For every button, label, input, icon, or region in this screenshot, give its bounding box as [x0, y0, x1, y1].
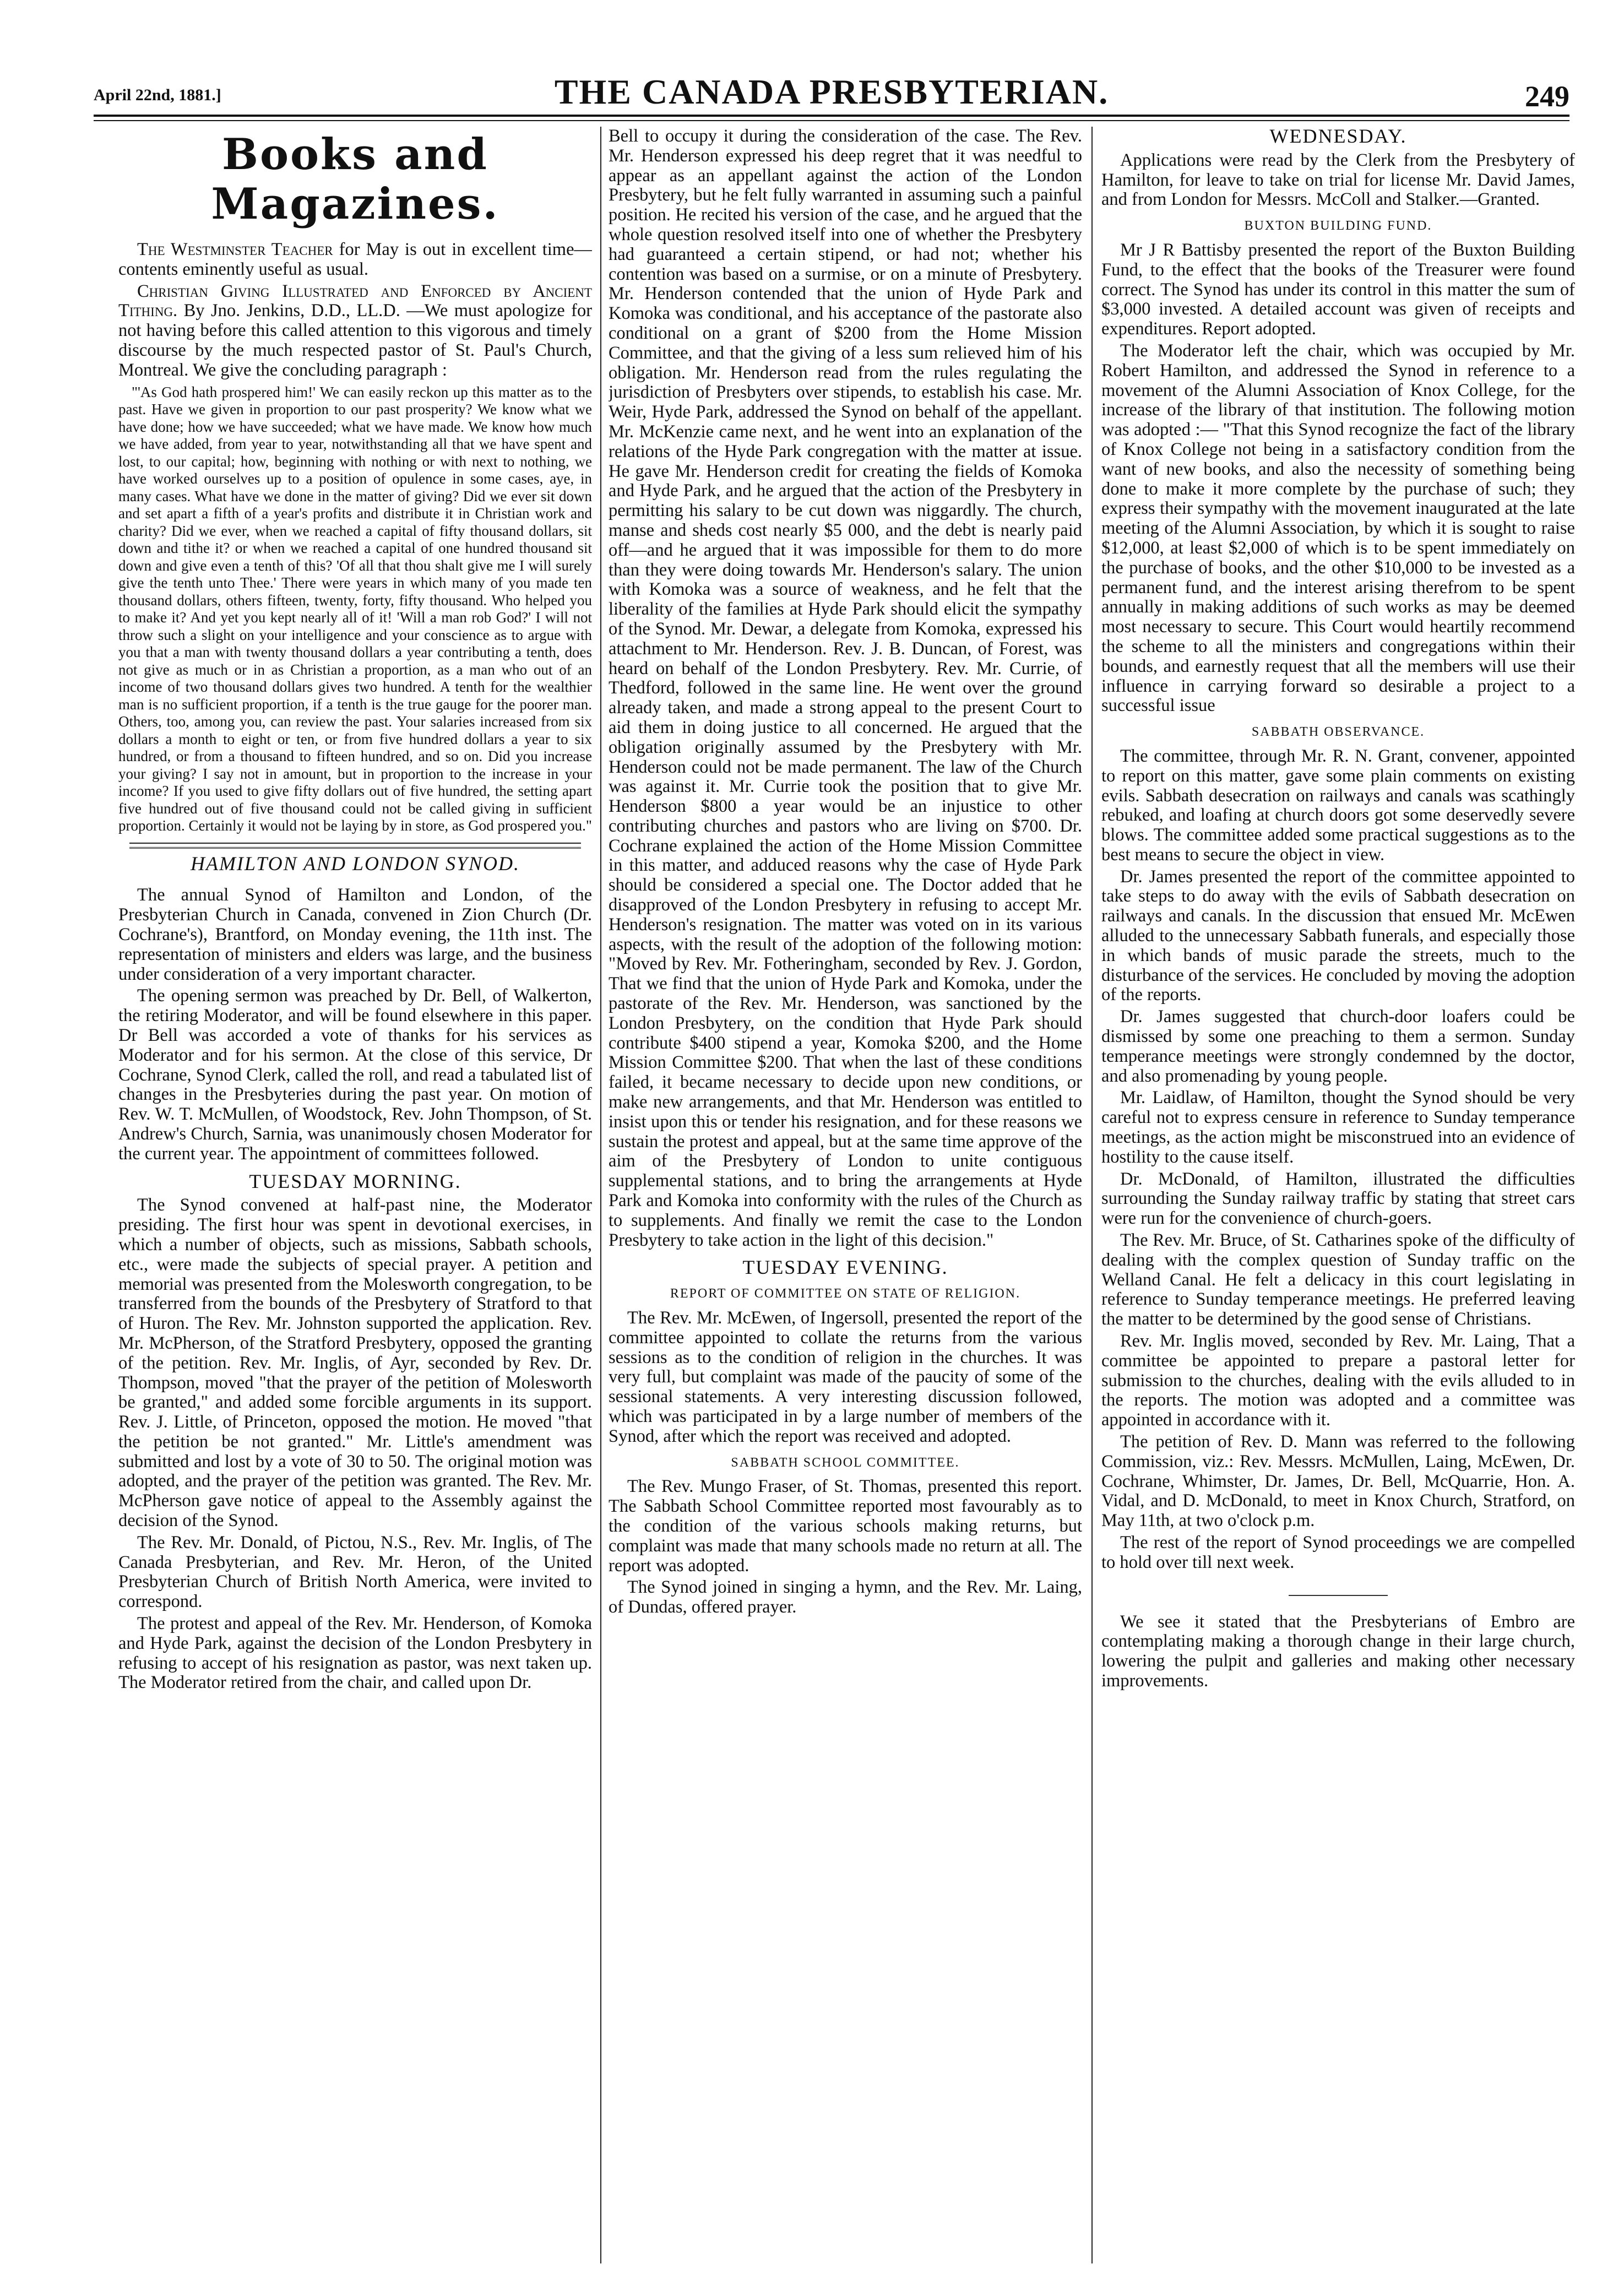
paragraph: The committee, through Mr. R. N. Grant, convener, appointed to report on this matter, gave some plain comments on existing evils. Sabbath desecration on railways and canals was scathingly rebuked, and loafing at church doors got some deservedly severe blows. The committee added some practical suggestions as to the best means to secure the object in view.	[1101, 746, 1575, 865]
paragraph: The protest and appeal of the Rev. Mr. Henderson, of Komoka and Hyde Park, against the decision of the London Presbytery in refusing to accept of his resignation as pastor, was next taken up. The Moderator retired from the chair, and called upon Dr.	[118, 1614, 592, 1693]
book-title: Christian Giving Illustrated and Enforced by Ancient Tithing.	[118, 281, 592, 321]
divider	[129, 843, 581, 844]
issue-date: April 22nd, 1881.]	[94, 86, 221, 104]
paragraph: The Rev. Mr. Donald, of Pictou, N.S., Rev. Mr. Inglis, of The Canada Presbyterian, and Rev. Mr. Heron, of the United Presbyterian Church of British North America, were invited to correspond.	[118, 1532, 592, 1612]
column-rule	[600, 127, 601, 2263]
page-number: 249	[1525, 80, 1569, 113]
subheading: WEDNESDAY.	[1269, 127, 1407, 147]
paragraph-text: By Jno. Jenkins, D.D., LL.D. —We must apologize for not having before this called attention to this vigorous and timely discourse by the much respected pastor of St. Paul's Church, Montreal. We give the concluding paragraph :	[118, 301, 592, 380]
paragraph: The annual Synod of Hamilton and London, of the Presbyterian Church in Canada, convened in Zion Church (Dr. Cochrane's), Brantford, on Monday evening, the 11th inst. The representation of ministers and elders was large, and the business under consideration of a very important character.	[118, 885, 592, 984]
column-right	[1101, 127, 1575, 2274]
paragraph	[118, 282, 592, 381]
paragraph: The Moderator left the chair, which was occupied by Mr. Robert Hamilton, and addressed the Synod in reference to a movement of the Alumni Association of Knox College, for the increase of the library of that institution. The following motion was adopted :— "That this Synod recognize the fact of the library of Knox College not being in a satisfactory condition from the want of new books, and also the necessity of something being done to make it more complete by the purchase of such; they express their sympathy with the movement inaugurated at the late meeting of the Alumni Association, by which it is sought to raise $12,000, at least $2,000 of which is to be spent immediately on the purchase of books, and the other $10,000 to be invested as a permanent fund, and the interest arising therefrom to be spent annually in making additions of such works as may be deemed most necessary to secure. This Court would heartily recommend the scheme to all the ministers and congregations within their bounds, and earnestly request that all the members will use their influence in carrying forward so desirable a project to a successful issue	[1101, 340, 1575, 716]
section-title: Books and Magazines.	[211, 129, 499, 229]
page-header	[94, 66, 1569, 121]
paragraph: Bell to occupy it during the consideration of the case. The Rev. Mr. Henderson expressed his deep regret that it was needful to appear as an appellant against the action of the London Presbytery, but he felt fully warranted in assuming such a painful position. He recited his version of the case, and he argued that the whole question resolved itself into one of whether the Presbytery had guaranteed a certain stipend, or had not; whether his contention was based on a surmise, or on a minute of Presbytery. Mr. Henderson contended that the union of Hyde Park and Komoka was conditional, and his acceptance of the pastorate also conditional on a grant of $200 from the Home Mission Committee, and that the giving of a less sum relieved him of his obligation. Mr. Henderson read from the rules regulating the jurisdiction of Presbyters over stipends, to establish his case. Mr. Weir, Hyde Park, addressed the Synod on behalf of the appellant. Mr. McKenzie came next, and he went into an explanation of the relations of the Hyde Park congregation with the matter at issue. He gave Mr. Henderson credit for creating the fields of Komoka and Hyde Park, and he argued that the action of the Presbytery in permitting his salary to be cut down was niggardly. The church, manse and sheds cost nearly $5 000, and the debt is nearly paid off—and he argued that it was impossible for them to do more than they were doing towards Mr. Henderson's salary. The union with Komoka was a source of weakness, and he felt that the liberality of the families at Hyde Park should elicit the sympathy of the Synod. Mr. Dewar, a delegate from Komoka, expressed his attachment to Mr. Henderson. Rev. J. B. Duncan, of Forest, was heard on behalf of the London Presbytery. Rev. Mr. Currie, of Thedford, followed in the same line. He went over the ground already taken, and made a strong appeal to the present Court to aid them in doing justice to all concerned. He argued that the obligation originally assumed by the Presbytery with Mr. Henderson could not be made permanent. The law of the Church was against it. Mr. Currie took the position that to give Mr. Henderson $800 a year would be an injustice to other contributing churches and pastors who are living on $700. Dr. Cochrane explained the action of the Home Mission Committee in this matter, and adduced reasons why the case of Hyde Park should be considered a special one. The Doctor added that he disapproved of the London Presbytery in refusing to accept Mr. Henderson's resignation. The matter was voted on in its various aspects, with the result of the adoption of the following motion: "Moved by Rev. Mr. Fotheringham, seconded by Rev. J. Gordon, That we find that the union of Hyde Park and Komoka, under the pastorate of the Rev. Mr. Henderson, was sanctioned by the London Presbytery, on the condition that Hyde Park should contribute $400 stipend a year, Komoka $200, and the Home Mission Committee $200. That when the last of these conditions failed, it became necessary to decide upon new conditions, or make new arrangements, and that Mr. Henderson was entitled to insist upon this or tender his resignation, and for these reasons we sustain the protest and appeal, but at the same time approve of the aim of the Presbytery of London to unite contiguous supplemental stations, and to bring the arrangements at Hyde Park and Komoka into conformity with the rules of the Church as to supplements. And finally we remit the case to the London Presbytery to take action in the light of this decision."	[609, 127, 1082, 1250]
subheading: TUESDAY EVENING.	[742, 1256, 948, 1279]
quoted-passage	[118, 384, 592, 835]
paragraph: Applications were read by the Clerk from the Presbytery of Hamilton, for leave to take on trial for license Mr. David James, and from London for Messrs. McColl and Stalker.—Granted.	[1101, 150, 1575, 210]
paragraph: The Rev. Mr. Bruce, of St. Catharines spoke of the difficulty of dealing with the complex question of Sunday traffic on the Welland Canal. He felt a delicacy in this court legislating in reference to Sunday temperance meetings. He preferred leaving the matter to be determined by the good sense of Christians.	[1101, 1230, 1575, 1329]
minor-heading: REPORT OF COMMITTEE ON STATE OF RELIGION.	[670, 1286, 1021, 1301]
paragraph: Dr. McDonald, of Hamilton, illustrated the difficulties surrounding the Sunday railway traffic by stating that street cars were run for the convenience of church-goers.	[1101, 1169, 1575, 1229]
paragraph	[118, 240, 592, 280]
quote-text: "'As God hath prospered him!' We can easily reckon up this matter as to the past. Have we given in proportion to our past prosperity? We know what we have done; how we have succeeded; what we have made. We know how much we have added, from year to year, notwithstanding all that we have spent and lost, to our capital; how, beginning with nothing or with next to nothing, we have worked ourselves up to a position of opulence in some cases, aye, in many cases. What have we done in the matter of giving? Did we ever sit down and set apart a fifth of a year's profits and distribute it in Christian work and charity? Did we ever, when we reached a capital of fifty thousand dollars, sit down and tithe it? or when we reached a capital of one hundred thousand sit down and give even a tenth of this? 'Of all that thou shalt give me I will surely give the tenth unto Thee.' There were years in which many of you made ten thousand dollars, others fifteen, twenty, forty, fifty thousand. Who helped you to make it? And yet you kept nearly all of it! 'Will a man rob God?' I will not throw such a slight on your intelligence and your conscience as to argue with you that a man with twenty thousand dollars a year contributing a tenth, does not give as much or in as Christian a proportion, as a man who out of an income of two thousand dollars gives two hundred. A tenth for the wealthier man is no sufficient proportion, if a tenth is the true gauge for the poorer man. Others, too, among you, can review the past. Your salaries increased from six dollars a month to eight or ten, or from five hundred dollars a year to six hundred, or from a thousand to fifteen hundred, and so on. Did you increase your giving? I say not in amount, but in proportion to the increase in your income? If you used to give fifty dollars out of five hundred, the setting apart five hundred out of five thousand could not be called giving in sufficient proportion. Certainly it would not be laying by in store, as God prospered you."	[118, 383, 592, 834]
minor-heading: SABBATH OBSERVANCE.	[1251, 725, 1425, 740]
paragraph-text: for May is out in excellent time—contents eminently useful as usual.	[118, 240, 592, 279]
paragraph: The petition of Rev. D. Mann was referred to the following Commission, viz.: Rev. Messrs. McMullen, Laing, McEwen, Dr. Cochrane, Whimster, Dr. James, Dr. Bell, McQuarrie, Hon. A. Vidal, and D. McDonald, to meet in Knox Church, Stratford, on May 11th, at two o'clock p.m.	[1101, 1432, 1575, 1531]
subheading: TUESDAY MORNING.	[249, 1170, 461, 1192]
divider	[1289, 1595, 1388, 1596]
paragraph: The Rev. Mungo Fraser, of St. Thomas, presented this report. The Sabbath School Committee reported most favourably as to the condition of the various schools making returns, but complaint was made that many schools made no return at all. The report was adopted.	[609, 1476, 1082, 1576]
paragraph: The Synod joined in singing a hymn, and the Rev. Mr. Laing, of Dundas, offered prayer.	[609, 1577, 1082, 1617]
paragraph: The rest of the report of Synod proceedings we are compelled to hold over till next week.	[1101, 1532, 1575, 1572]
paragraph: Dr. James suggested that church-door loafers could be dismissed by some one preaching to them a sermon. Sunday temperance meetings were strongly condemned by the doctor, and also promenading by young people.	[1101, 1007, 1575, 1086]
paragraph: Mr J R Battisby presented the report of the Buxton Building Fund, to the effect that the books of the Treasurer were found correct. The Synod has under its control in this matter the sum of $3,000 invested. A detailed account was given of receipts and expenditures. Report adopted.	[1101, 240, 1575, 339]
paragraph: The Rev. Mr. McEwen, of Ingersoll, presented the report of the committee appointed to collate the returns from the various sessions as to the condition of religion in the churches. It was very full, but complaint was made of the paucity of some of the sessional statements. A very interesting discussion followed, which was participated in by a large number of members of the Synod, after which the report was received and adopted.	[609, 1308, 1082, 1446]
paragraph: Rev. Mr. Inglis moved, seconded by Rev. Mr. Laing, That a committee be appointed to prepare a pastoral letter for submission to the churches, dealing with the evils alluded to in the reports. The motion was adopted and a committee was appointed in accordance with it.	[1101, 1331, 1575, 1430]
minor-heading: BUXTON BUILDING FUND.	[1244, 219, 1432, 234]
minor-heading: SABBATH SCHOOL COMMITTEE.	[731, 1455, 960, 1470]
paragraph: Mr. Laidlaw, of Hamilton, thought the Synod should be very careful not to express censure in reference to Sunday temperance meetings, as the action might be misconstrued into an evidence of hostility to the cause itself.	[1101, 1088, 1575, 1167]
column-rule	[1091, 127, 1093, 2263]
header-rule	[94, 115, 1569, 121]
column-left	[118, 127, 592, 2274]
paragraph: The opening sermon was preached by Dr. Bell, of Walkerton, the retiring Moderator, and will be found elsewhere in this paper. Dr Bell was accorded a vote of thanks for his services as Moderator and for his sermon. At the close of this service, Dr Cochrane, Synod Clerk, called the roll, and read a tabulated list of changes in the Presbyteries during the past year. On motion of Rev. W. T. McMullen, of Woodstock, Rev. John Thompson, of St. Andrew's Church, Sarnia, was unanimously chosen Moderator for the current year. The appointment of committees followed.	[118, 986, 592, 1164]
column-middle	[609, 127, 1082, 2274]
article-title: HAMILTON AND LONDON SYNOD.	[190, 852, 520, 875]
book-title: The Westminster Teacher	[137, 240, 333, 259]
paragraph: The Synod convened at half-past nine, the Moderator presiding. The first hour was spent in devotional exercises, in which a number of objects, such as missions, Sabbath schools, etc., were made the subjects of special prayer. A petition and memorial was presented from the Molesworth congregation, to be transferred from the bounds of the Presbytery of Stratford to that of Huron. The Rev. Mr. Johnston supported the application. Rev. Mr. McPherson, of the Stratford Presbytery, opposed the granting of the petition. Rev. Mr. Inglis, of Ayr, seconded by Rev. Dr. Thompson, moved "that the prayer of the petition of Molesworth be granted," and added some forcible arguments in its support. Rev. J. Little, of Princeton, opposed the motion. He moved "that the petition be not granted." Mr. Little's amendment was submitted and lost by a vote of 30 to 50. The original motion was adopted, and the prayer of the petition was granted. The Rev. Mr. McPherson gave notice of appeal to the Assembly against the decision of the Synod.	[118, 1195, 592, 1531]
masthead: THE CANADA PRESBYTERIAN.	[554, 72, 1109, 111]
paragraph: We see it stated that the Presbyterians of Embro are contemplating making a thorough change in their large church, lowering the pulpit and galleries and making other necessary improvements.	[1101, 1611, 1575, 1691]
paragraph: Dr. James presented the report of the committee appointed to take steps to do away with the evils of Sabbath desecration on railways and canals. In the discussion that ensued Mr. McEwen alluded to the unnecessary Sabbath funerals, and especially those in which bands of music parade the streets, much to the disturbance of the services. He concluded by moving the adoption of the reports.	[1101, 866, 1575, 1005]
divider	[129, 847, 581, 850]
